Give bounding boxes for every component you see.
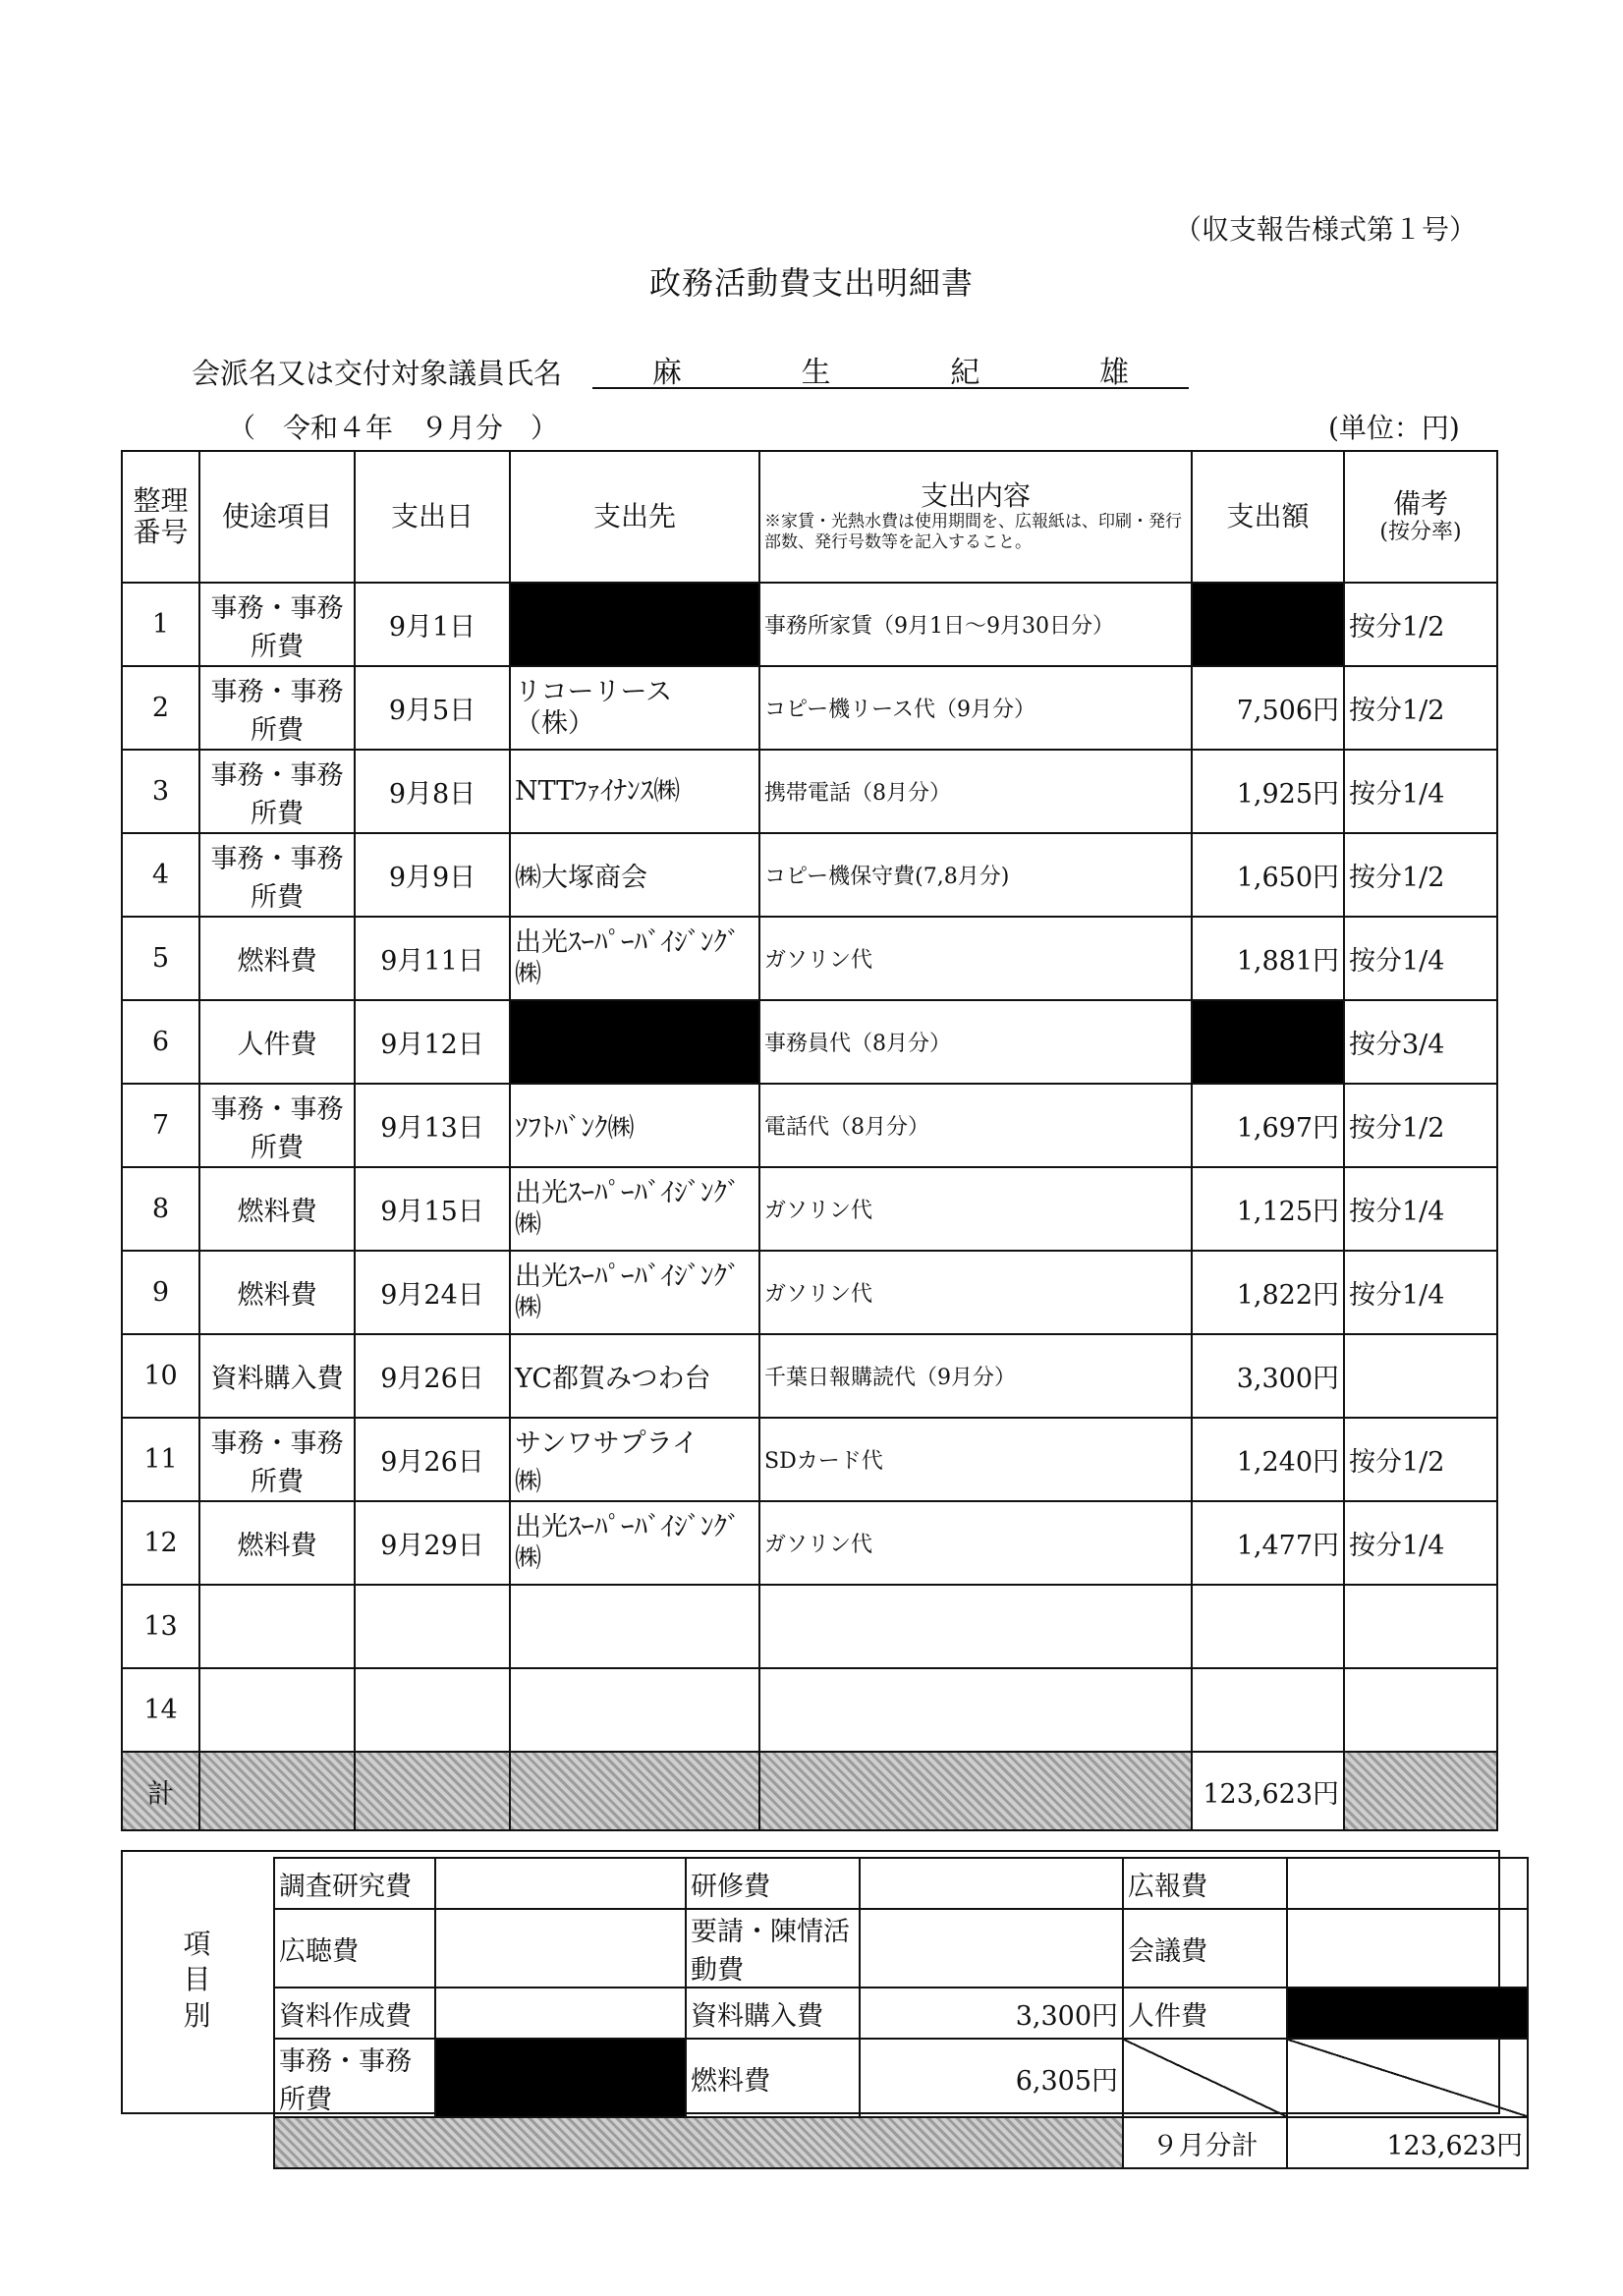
row-amount: 7,506円 (1192, 666, 1344, 750)
member-name (592, 348, 1189, 389)
summary-meeting-value (1287, 1909, 1528, 1988)
row-note (1344, 1334, 1497, 1418)
row-date (355, 1668, 510, 1752)
summary-training-value (860, 1858, 1123, 1909)
row-payee: リコーリース （株） (510, 666, 759, 750)
header-content-title: 支出内容 (920, 478, 1031, 512)
table-row (122, 1167, 1497, 1251)
row-payee: 出光ｽｰﾊﾟｰﾊﾞｲｼﾞﾝｸﾞ㈱ (510, 917, 759, 1000)
summary-personnel-redacted (1287, 1988, 1528, 2039)
row-note: 按分1/2 (1344, 1418, 1497, 1501)
summary-office-label: 事務・事務所費 (274, 2039, 435, 2117)
row-no: 6 (122, 1000, 199, 1084)
table-row (122, 833, 1497, 917)
row-no: 5 (122, 917, 199, 1000)
row-note (1344, 1668, 1497, 1752)
summary-personnel-label: 人件費 (1123, 1988, 1287, 2039)
summary-fuel-label: 燃料費 (686, 2039, 860, 2117)
row-content: ガソリン代 (759, 1167, 1192, 1251)
name-char: 雄 (1099, 356, 1130, 390)
row-date: 9月24日 (355, 1251, 510, 1334)
row-category: 燃料費 (199, 917, 355, 1000)
table-row (122, 917, 1497, 1000)
row-no: 1 (122, 583, 199, 666)
row-category: 燃料費 (199, 1251, 355, 1334)
summary-research-value (435, 1858, 686, 1909)
summary-label (121, 1850, 273, 2110)
row-amount: 1,697円 (1192, 1084, 1344, 1167)
row-note: 按分1/2 (1344, 833, 1497, 917)
row-amount: 3,300円 (1192, 1334, 1344, 1418)
row-content: 事務員代（8月分） (759, 1000, 1192, 1084)
total-blank (510, 1752, 759, 1830)
row-content: SDカード代 (759, 1418, 1192, 1501)
row-amount: 1,477円 (1192, 1501, 1344, 1585)
table-row (122, 1418, 1497, 1501)
row-payee-redacted (510, 583, 759, 666)
summary-slash (1123, 2039, 1287, 2117)
row-payee: ㈱大塚商会 (510, 833, 759, 917)
row-content: 千葉日報購読代（9月分） (759, 1334, 1192, 1418)
header-note-sub: (按分率) (1379, 520, 1462, 545)
row-payee (510, 1585, 759, 1668)
table-row (122, 750, 1497, 833)
row-no: 2 (122, 666, 199, 750)
row-amount (1192, 1668, 1344, 1752)
row-date (355, 1585, 510, 1668)
name-label: 会派名又は交付対象議員氏名 (192, 357, 563, 390)
summary-label-char: 別 (183, 1998, 211, 2032)
row-category: 人件費 (199, 1000, 355, 1084)
row-content: ガソリン代 (759, 1501, 1192, 1585)
table-row (122, 1668, 1497, 1752)
row-no: 11 (122, 1418, 199, 1501)
row-category: 事務・事務所費 (199, 750, 355, 833)
row-no: 9 (122, 1251, 199, 1334)
row-payee: ｿﾌﾄﾊﾞﾝｸ㈱ (510, 1084, 759, 1167)
row-no: 13 (122, 1585, 199, 1668)
row-payee: 出光ｽｰﾊﾟｰﾊﾞｲｼﾞﾝｸﾞ㈱ (510, 1501, 759, 1585)
table-row (122, 666, 1497, 750)
document-title: 政務活動費支出明細書 (648, 264, 974, 302)
row-no: 3 (122, 750, 199, 833)
row-amount: 1,925円 (1192, 750, 1344, 833)
row-content (759, 1585, 1192, 1668)
row-category (199, 1585, 355, 1668)
row-amount: 1,240円 (1192, 1418, 1344, 1501)
row-amount: 1,881円 (1192, 917, 1344, 1000)
row-content: ガソリン代 (759, 1251, 1192, 1334)
row-amount: 1,125円 (1192, 1167, 1344, 1251)
table-row (122, 583, 1497, 666)
header-date: 支出日 (355, 451, 510, 583)
row-payee (510, 1668, 759, 1752)
summary-research-label: 調査研究費 (274, 1858, 435, 1909)
table-row (122, 1334, 1497, 1418)
summary-hearing-value (435, 1909, 686, 1988)
row-no: 4 (122, 833, 199, 917)
summary-month-total-label: ９月分計 (1123, 2117, 1287, 2168)
summary-shaded (274, 2117, 1123, 2168)
summary-office-redacted (435, 2039, 686, 2117)
row-note: 按分1/2 (1344, 1084, 1497, 1167)
row-note (1344, 1585, 1497, 1668)
total-blank (1344, 1752, 1497, 1830)
form-number: （収支報告様式第１号） (1174, 213, 1478, 246)
row-content: コピー機リース代（9月分） (759, 666, 1192, 750)
row-note: 按分1/4 (1344, 917, 1497, 1000)
header-category: 使途項目 (199, 451, 355, 583)
total-blank (759, 1752, 1192, 1830)
row-date: 9月26日 (355, 1418, 510, 1501)
row-payee: サンワサプライ ㈱ (510, 1418, 759, 1501)
row-date: 9月9日 (355, 833, 510, 917)
table-row (122, 1000, 1497, 1084)
row-note: 按分1/4 (1344, 1251, 1497, 1334)
row-note: 按分1/4 (1344, 1501, 1497, 1585)
row-payee: YC都賀みつわ台 (510, 1334, 759, 1418)
row-date: 9月8日 (355, 750, 510, 833)
row-no: 14 (122, 1668, 199, 1752)
row-content: 事務所家賃（9月1日～9月30日分） (759, 583, 1192, 666)
row-payee: NTTﾌｧｲﾅﾝｽ㈱ (510, 750, 759, 833)
row-date: 9月11日 (355, 917, 510, 1000)
row-no: 10 (122, 1334, 199, 1418)
unit-label: (単位：円) (1328, 412, 1460, 444)
row-no: 8 (122, 1167, 199, 1251)
row-category: 燃料費 (199, 1501, 355, 1585)
row-note: 按分1/4 (1344, 1167, 1497, 1251)
row-payee: 出光ｽｰﾊﾟｰﾊﾞｲｼﾞﾝｸﾞ㈱ (510, 1251, 759, 1334)
row-content: ガソリン代 (759, 917, 1192, 1000)
summary-label-char: 項 (183, 1927, 211, 1960)
total-label: 計 (122, 1752, 199, 1830)
name-char: 麻 (651, 356, 682, 390)
header-note-title: 備考 (1392, 487, 1448, 521)
row-category (199, 1668, 355, 1752)
expense-table (121, 450, 1498, 1831)
row-date: 9月12日 (355, 1000, 510, 1084)
row-payee: 出光ｽｰﾊﾟｰﾊﾞｲｼﾞﾝｸﾞ㈱ (510, 1167, 759, 1251)
row-no: 7 (122, 1084, 199, 1167)
summary-label-char: 目 (183, 1963, 211, 1996)
summary-fuel-value: 6,305円 (860, 2039, 1123, 2117)
table-row (122, 1585, 1497, 1668)
header-payee: 支出先 (510, 451, 759, 583)
summary-materials-making-label: 資料作成費 (274, 1988, 435, 2039)
row-amount (1192, 1585, 1344, 1668)
table-row (122, 1501, 1497, 1585)
header-note (1344, 451, 1497, 583)
summary-petition-label: 要請・陳情活動費 (686, 1909, 860, 1988)
row-category: 事務・事務所費 (199, 1418, 355, 1501)
summary-materials-purchase-label: 資料購入費 (686, 1988, 860, 2039)
total-amount: 123,623円 (1192, 1752, 1344, 1830)
row-date: 9月15日 (355, 1167, 510, 1251)
row-payee-redacted (510, 1000, 759, 1084)
table-row (122, 1084, 1497, 1167)
row-amount-redacted (1192, 1000, 1344, 1084)
row-category: 事務・事務所費 (199, 583, 355, 666)
summary-training-label: 研修費 (686, 1858, 860, 1909)
summary-materials-purchase-value: 3,300円 (860, 1988, 1123, 2039)
summary-table (273, 1857, 1529, 2169)
row-content: 電話代（8月分） (759, 1084, 1192, 1167)
header-content (759, 451, 1192, 583)
row-date: 9月5日 (355, 666, 510, 750)
row-category: 事務・事務所費 (199, 1084, 355, 1167)
summary-publicity-value (1287, 1858, 1528, 1909)
row-note: 按分1/4 (1344, 750, 1497, 833)
summary-meeting-label: 会議費 (1123, 1909, 1287, 1988)
total-blank (355, 1752, 510, 1830)
summary-hearing-label: 広聴費 (274, 1909, 435, 1988)
row-amount: 1,650円 (1192, 833, 1344, 917)
header-amount: 支出額 (1192, 451, 1344, 583)
row-note: 按分1/2 (1344, 666, 1497, 750)
row-date: 9月26日 (355, 1334, 510, 1418)
row-content: コピー機保守費(7,8月分) (759, 833, 1192, 917)
header-content-note: ※家賃・光熱水費は使用期間を、広報紙は、印刷・発行部数、発行号数等を記入すること。 (764, 511, 1182, 553)
row-category: 事務・事務所費 (199, 833, 355, 917)
row-note: 按分1/2 (1344, 583, 1497, 666)
row-category: 燃料費 (199, 1167, 355, 1251)
summary-slash (1287, 2039, 1528, 2117)
summary-materials-making-value (435, 1988, 686, 2039)
period: （ 令和４年 ９月分 ） (228, 412, 559, 444)
summary-publicity-label: 広報費 (1123, 1858, 1287, 1909)
row-amount: 1,822円 (1192, 1251, 1344, 1334)
row-content (759, 1668, 1192, 1752)
row-content: 携帯電話（8月分） (759, 750, 1192, 833)
row-category: 事務・事務所費 (199, 666, 355, 750)
table-row (122, 1251, 1497, 1334)
total-blank (199, 1752, 355, 1830)
summary-month-total: 123,623円 (1287, 2117, 1528, 2168)
row-date: 9月1日 (355, 583, 510, 666)
row-date: 9月13日 (355, 1084, 510, 1167)
row-no: 12 (122, 1501, 199, 1585)
name-char: 生 (801, 356, 831, 390)
row-category: 資料購入費 (199, 1334, 355, 1418)
row-date: 9月29日 (355, 1501, 510, 1585)
name-char: 紀 (950, 356, 980, 390)
header-no: 整理 番号 (122, 451, 199, 583)
row-note: 按分3/4 (1344, 1000, 1497, 1084)
row-amount-redacted (1192, 583, 1344, 666)
summary-petition-value (860, 1909, 1123, 1988)
